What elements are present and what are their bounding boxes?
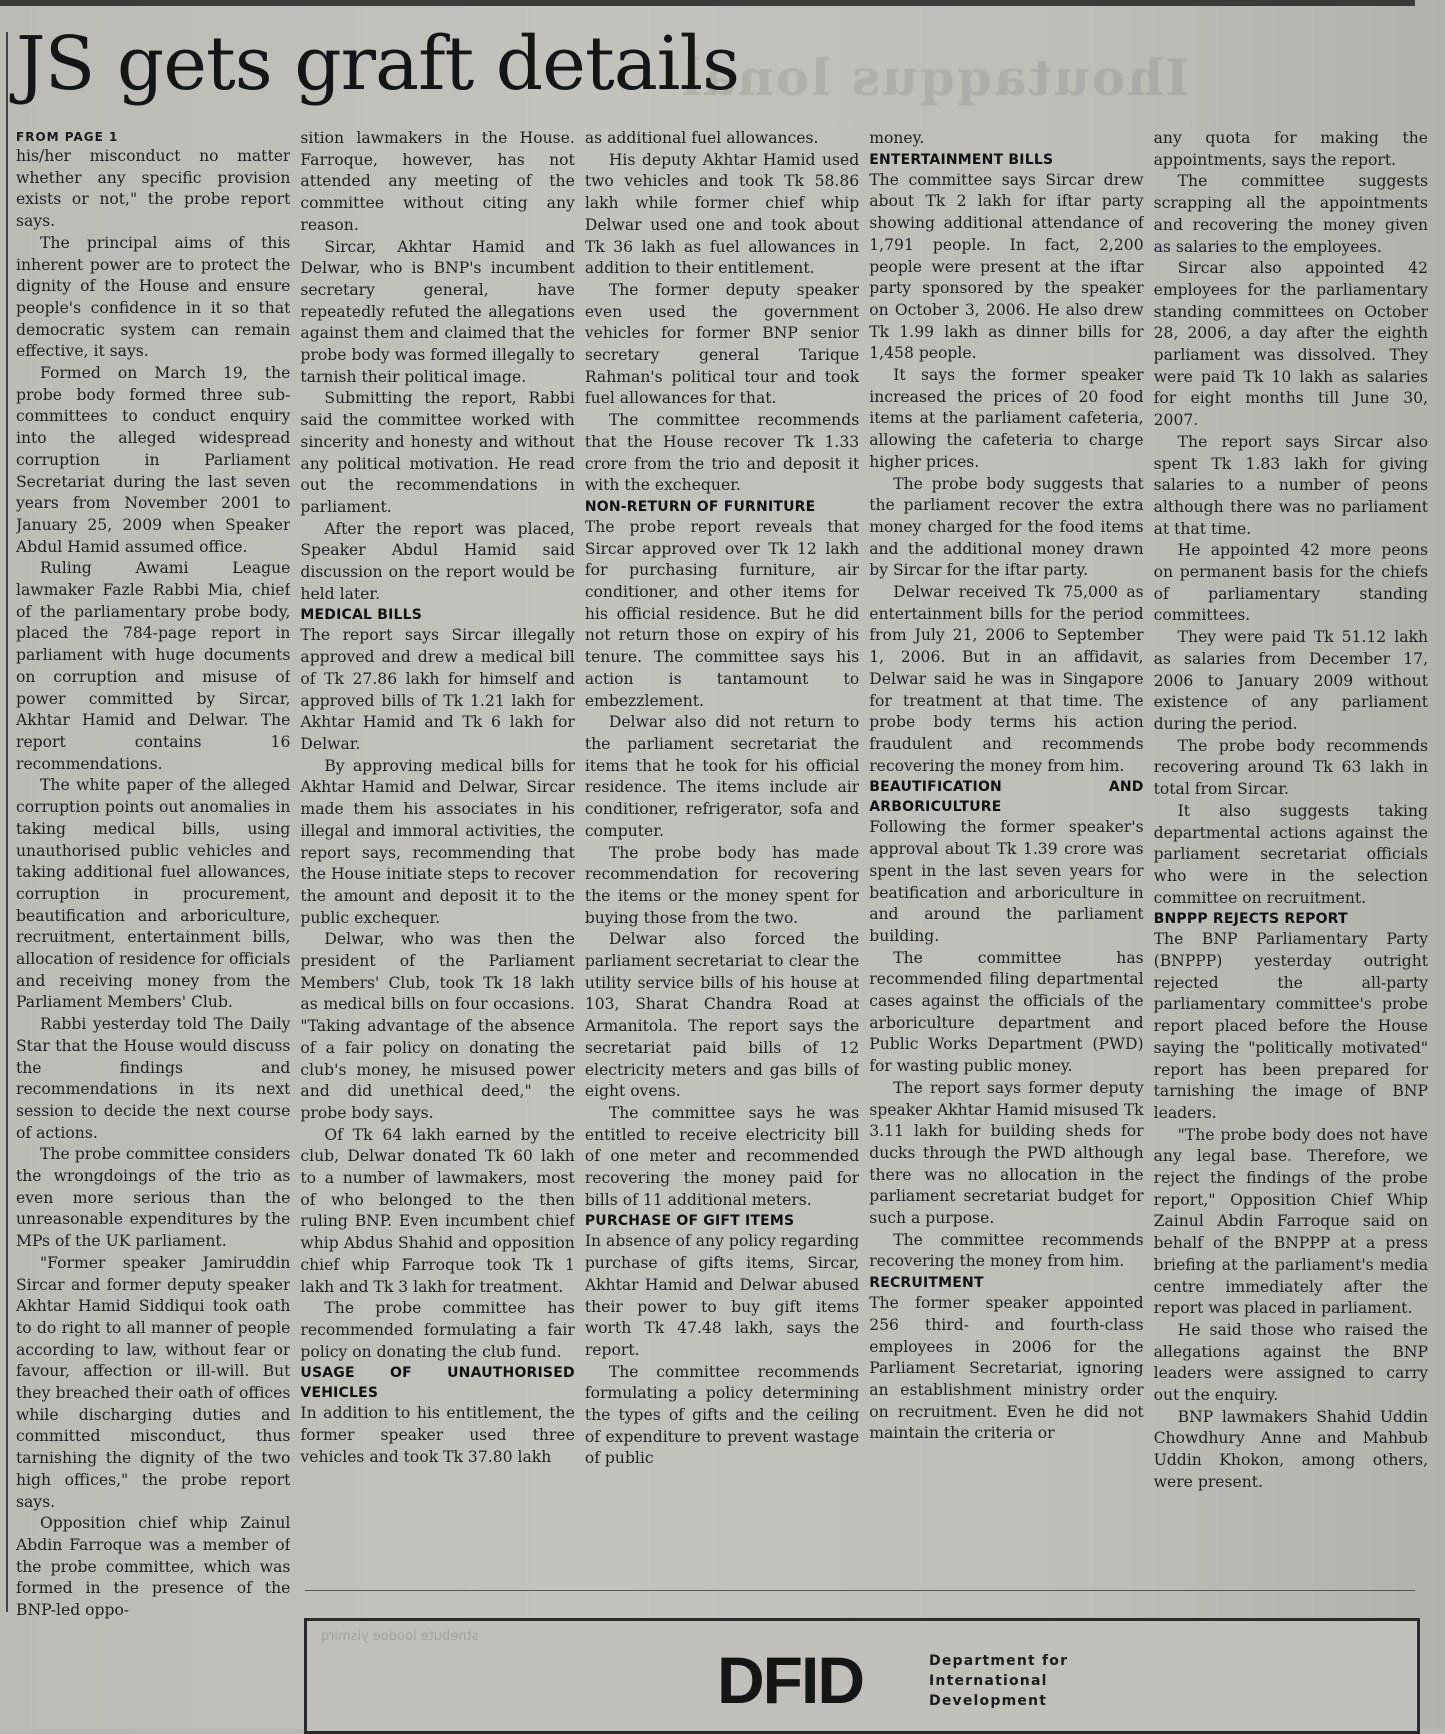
- article-paragraph: It says the former speaker increased the prices of 20 food items at the parliament cafeteria, allowing the cafeteria to charge higher prices.: [869, 366, 1144, 471]
- article-paragraph: his/her misconduct no matter whether any specific provision exists or not," the probe report says.: [16, 147, 291, 231]
- article-paragraph: The committee suggests scrapping all the appointments and recovering the money given as salaries to the employees.: [1153, 172, 1429, 256]
- article-paragraph: He said those who raised the allegations against the BNP leaders were assigned to carry out the enquiry.: [1153, 1320, 1429, 1405]
- section-subhead: USAGE OF UNAUTHORISED VEHICLES: [300, 1365, 575, 1402]
- article-column-4: [869, 128, 1143, 1584]
- article-paragraph: The white paper of the alleged corruption points out anomalies in taking medical bills, using unauthorised public vehicles and taking additional fuel allowances, corruption in procurement, beautification and arboriculture, recruitment, entertainment bills, allocation of residence for officials and receiving money from the Parliament Members' Club.: [16, 776, 291, 1012]
- dfid-name-line-2: International: [929, 1673, 1048, 1689]
- article-paragraph: Delwar, who was then the president of the Parliament Members' Club, took Tk 18 lakh as medical bills on four occasions. "Taking advantage of the absence of a fair policy on donating the club's money, he misused power and did unethical deed," the probe body says.: [300, 930, 575, 1122]
- article-paragraph: The committee recommends that the House recover Tk 1.33 crore from the trio and deposit it with the exchequer.: [584, 411, 860, 495]
- article-paragraph: Delwar received Tk 75,000 as entertainment bills for the period from July 21, 2006 to September 1, 2006. But in an affidavit, Delwar said he was in Singapore for treatment at that time. The probe body terms his action fraudulent and recommends recovering the money from him.: [869, 583, 1144, 775]
- article-paragraph: The committee recommends formulating a policy determining the types of gifts and the ceiling of expenditure to prevent wastage of public: [584, 1362, 860, 1468]
- article-paragraph: The former deputy speaker even used the government vehicles for former BNP senior secretary general Tarique Rahman's political tour and took fuel allowances for that.: [584, 280, 860, 408]
- article-paragraph: "The probe body does not have any legal base. Therefore, we reject the findings of the probe report," Opposition Chief Whip Zainul Abdin Farroque said on behalf of the BNPPP at a press briefing at the parliament's media centre immediately after the report was placed in parliament.: [1153, 1125, 1429, 1318]
- article-paragraph: The committee says he was entitled to receive electricity bill of one meter and recommended recovering the money paid for bills of 11 additional meters.: [584, 1103, 860, 1209]
- article-paragraph: In absence of any policy regarding purchase of gifts items, Sircar, Akhtar Hamid and Delwar abused their power to buy gift items worth Tk 47.48 lakh, says the report.: [584, 1232, 860, 1359]
- dfid-name-line-1: Department for: [929, 1653, 1069, 1669]
- dfid-name-line-3: Development: [929, 1693, 1048, 1709]
- article-paragraph: They were paid Tk 51.12 lakh as salaries from December 17, 2006 to January 2009 without existence of any parliament during the period.: [1153, 628, 1429, 733]
- article-paragraph: "Former speaker Jamiruddin Sircar and former deputy speaker Akhtar Hamid Siddiqui took oath to do right to all manner of people according to law, without fear or favour, affection or ill-will. But they breached their oath of offices while discharging duties and committed misconduct, thus tarnishing the dignity of the two high offices," the probe report says.: [16, 1253, 291, 1511]
- section-subhead: ENTERTAINMENT BILLS: [869, 151, 1054, 168]
- dfid-logo: DFID: [717, 1643, 863, 1717]
- bleed-through-text: stnebute loodoe yismirq: [321, 1629, 479, 1644]
- article-paragraph: Sircar, Akhtar Hamid and Delwar, who is BNP's incumbent secretary general, have repeatedly refuted the allegations against them and claimed that the probe body was formed illegally to tarnish their political image.: [300, 237, 575, 386]
- article-paragraph: The report says Sircar illegally approved and drew a medical bill of Tk 27.86 lakh for himself and approved bills of Tk 1.21 lakh for Akhtar Hamid and Tk 6 lakh for Delwar.: [300, 626, 575, 753]
- dfid-advertisement: [304, 1618, 1420, 1734]
- article-paragraph: Submitting the report, Rabbi said the committee worked with sincerity and honesty and without any political motivation. He read out the recommendations in parliament.: [300, 389, 575, 516]
- article-paragraph: The committee says Sircar drew about Tk 2 lakh for iftar party showing additional attendance of 1,791 people. In fact, 2,200 people were present at the iftar party sponsored by the speaker on October 3, 2006. He also drew Tk 1.99 lakh as dinner bills for 1,458 people.: [869, 170, 1144, 363]
- article-paragraph: any quota for making the appointments, says the report.: [1153, 129, 1429, 169]
- article-paragraph: He appointed 42 more peons on permanent basis for the chiefs of parliamentary standing committees.: [1153, 541, 1429, 625]
- article-column-2: [300, 128, 574, 1584]
- dfid-name: [929, 1651, 1068, 1711]
- top-rule: [0, 0, 1415, 6]
- article-paragraph: BNP lawmakers Shahid Uddin Chowdhury Anne and Mahbub Uddin Khokon, among others, were present.: [1153, 1407, 1429, 1491]
- article-paragraph: By approving medical bills for Akhtar Hamid and Delwar, Sircar made them his associates in his illegal and immoral activities, the report says, recommending that the House initiate steps to recover the amount and deposit it to the public exchequer.: [300, 756, 575, 927]
- article-paragraph: Delwar also did not return to the parliament secretariat the items that he took for his official residence. The items include air conditioner, refrigerator, sofa and computer.: [584, 713, 860, 840]
- article-paragraph: Rabbi yesterday told The Daily Star that the House would discuss the findings and recommendations in its next session to decide the next course of actions.: [16, 1015, 291, 1142]
- section-subhead: RECRUITMENT: [869, 1275, 984, 1292]
- article-paragraph: Opposition chief whip Zainul Abdin Farroque was a member of the probe committee, which was formed in the presence of the BNP-led oppo-: [16, 1514, 291, 1620]
- article-paragraph: Ruling Awami League lawmaker Fazle Rabbi Mia, chief of the parliamentary probe body, placed the 784-page report in parliament with huge documents on corruption and misuse of power committed by Sircar, Akhtar Hamid and Delwar. The report contains 16 recommendations.: [16, 559, 291, 773]
- article-paragraph: Formed on March 19, the probe body formed three sub-committees to conduct enquiry into the alleged widespread corruption in Parliament Secretariat during the last seven years from November 2001 to January 25, 2009 when Speaker Abdul Hamid assumed office.: [16, 364, 291, 556]
- article-column-3: [585, 128, 859, 1584]
- section-subhead: BEAUTIFICATION AND ARBORICULTURE: [869, 779, 1144, 816]
- article-paragraph: In addition to his entitlement, the former speaker used three vehicles and took Tk 37.80 lakh: [300, 1404, 575, 1466]
- left-column-rule: [6, 32, 8, 1612]
- article-paragraph: His deputy Akhtar Hamid used two vehicles and took Tk 58.86 lakh while former chief whip Delwar used one and took about Tk 36 lakh as fuel allowances in addition to their entitlement.: [584, 150, 860, 278]
- article-paragraph: Sircar also appointed 42 employees for the parliamentary standing committees on October 28, 2006, a day after the eighth parliament was dissolved. They were paid Tk 10 lakh as salaries for eight months till June 30, 2007.: [1153, 259, 1429, 430]
- article-paragraph: money.: [869, 129, 925, 147]
- article-paragraph: Of Tk 64 lakh earned by the club, Delwar donated Tk 60 lakh to a number of lawmakers, most of who belonged to the then ruling BNP. Even incumbent chief whip Abdus Shahid and opposition chief whip Farroque took Tk 1 lakh and Tk 3 lakh for treatment.: [300, 1125, 575, 1296]
- article-column-1: [16, 128, 290, 1728]
- article-paragraph: The probe report reveals that Sircar approved over Tk 12 lakh for purchasing furniture, air conditioner, and other items for his official residence. But he did not return those on expiry of his tenure. The committee says his action is tantamount to embezzlement.: [584, 517, 860, 710]
- section-subhead: PURCHASE OF GIFT ITEMS: [584, 1213, 795, 1230]
- article-paragraph: The principal aims of this inherent power are to protect the dignity of the House and ensure people's confidence in it so that democratic system can remain effective, it says.: [16, 233, 291, 361]
- article-paragraph: The BNP Parliamentary Party (BNPPP) yesterday outright rejected the all-party parliamentary committee's probe report placed before the House saying the "politically motivated" report has been prepared for tarnishing the image of BNP leaders.: [1153, 930, 1429, 1122]
- article-column-5: [1154, 128, 1428, 1584]
- article-paragraph: The probe body has made recommendation for recovering the items or the money spent for buying those from the two.: [584, 843, 860, 927]
- headline: JS gets graft details: [16, 21, 740, 107]
- article-paragraph: The committee recommends recovering the money from him.: [869, 1230, 1144, 1271]
- section-subhead: BNPPP REJECTS REPORT: [1153, 911, 1348, 928]
- article-paragraph: The probe committee considers the wrongdoings of the trio as even more serious than the unreasonable expenditures by the MPs of the UK parliament.: [16, 1145, 291, 1251]
- article-paragraph: The probe body recommends recovering around Tk 63 lakh in total from Sircar.: [1153, 736, 1429, 799]
- article-paragraph: After the report was placed, Speaker Abdul Hamid said discussion on the report would be held later.: [300, 519, 575, 603]
- bottom-rule: [305, 1590, 1415, 1591]
- section-subhead: MEDICAL BILLS: [300, 607, 423, 624]
- section-subhead: NON-RETURN OF FURNITURE: [584, 498, 816, 515]
- article-paragraph: The report says former deputy speaker Akhtar Hamid misused Tk 3.11 lakh for building sheds for ducks through the PWD although there was no allocation in the parliament secretariat budget for such a purpose.: [869, 1078, 1144, 1228]
- from-page-label: FROM PAGE 1: [16, 130, 119, 144]
- article-body: [16, 128, 1429, 1620]
- article-paragraph: The probe committee has recommended formulating a fair policy on donating the club fund.: [300, 1299, 575, 1361]
- article-paragraph: The committee has recommended filing departmental cases against the officials of the arboriculture department and Public Works Department (PWD) for wasting public money.: [869, 948, 1144, 1076]
- article-paragraph: as additional fuel allowances.: [584, 129, 819, 147]
- article-paragraph: It also suggests taking departmental actions against the parliament secretariat officials who were in the selection committee on recruitment.: [1153, 801, 1429, 907]
- bleed-through-text: Ihoutaqqus lonal: [680, 48, 1189, 107]
- article-paragraph: sition lawmakers in the House. Farroque, however, has not attended any meeting of the committee without citing any reason.: [300, 129, 575, 234]
- article-paragraph: The report says Sircar also spent Tk 1.83 lakh for giving salaries to a number of peons although there was no parliament at that time.: [1153, 432, 1429, 538]
- article-paragraph: Following the former speaker's approval about Tk 1.39 crore was spent in the last seven years for beatification and arboriculture in and around the parliament building.: [869, 818, 1144, 945]
- article-paragraph: The former speaker appointed 256 third- and fourth-class employees in 2006 for the Parliament Secretariat, ignoring an establishment ministry order on recruitment. Even he did not maintain the criteria or: [869, 1294, 1144, 1443]
- article-paragraph: The probe body suggests that the parliament recover the extra money charged for the food items and the additional money drawn by Sircar for the iftar party.: [869, 474, 1144, 580]
- article-paragraph: Delwar also forced the parliament secretariat to clear the utility service bills of his house at 103, Sharat Chandra Road at Armanitola. The report says the secretariat paid bills of 12 electricity meters and gas bills of eight ovens.: [584, 930, 860, 1101]
